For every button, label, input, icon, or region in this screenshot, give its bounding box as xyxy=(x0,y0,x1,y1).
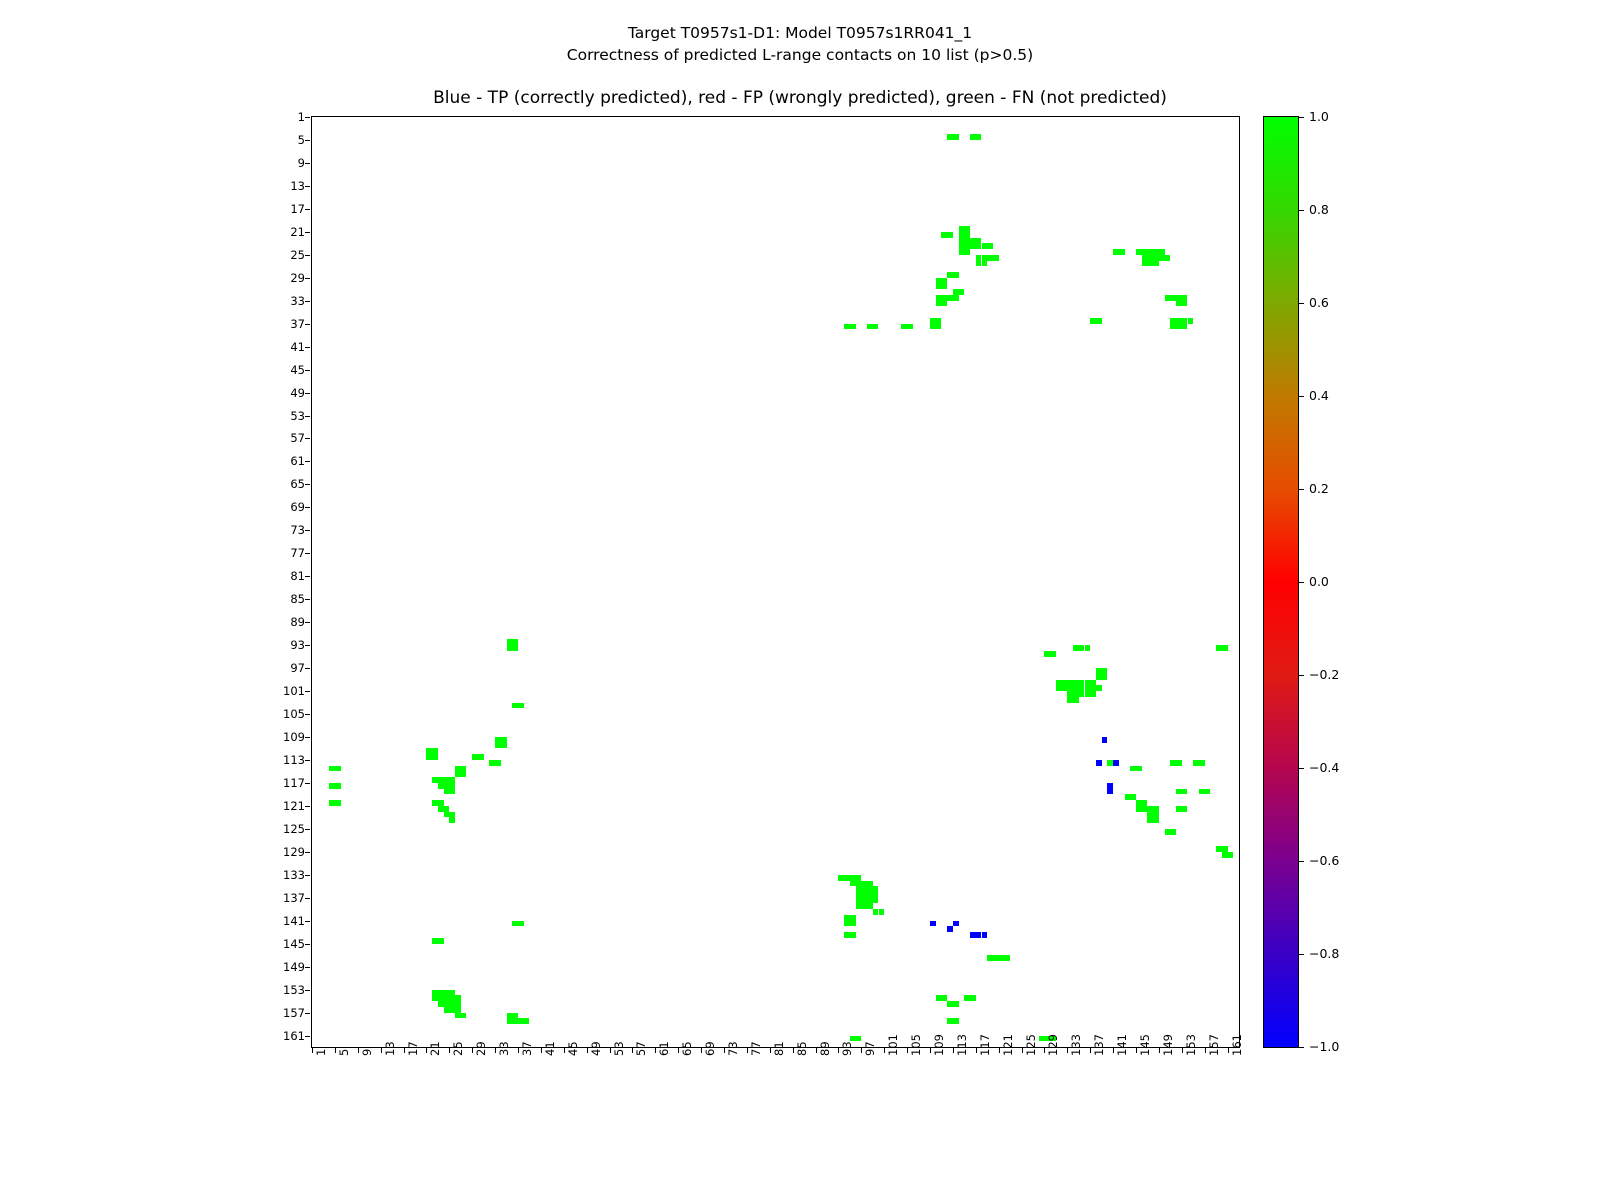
colorbar-tick-mark xyxy=(1299,1047,1304,1048)
y-axis-tick-mark xyxy=(305,714,310,715)
contact-cell xyxy=(1136,766,1142,772)
y-axis-tick-mark xyxy=(305,1036,310,1037)
x-axis-tick-label: 93 xyxy=(840,1041,855,1056)
colorbar-tick-label: −0.2 xyxy=(1309,667,1340,682)
x-axis-tick-mark xyxy=(793,1048,794,1053)
contact-cell xyxy=(982,261,988,267)
x-axis-tick-mark xyxy=(701,1048,702,1053)
x-axis-tick-label: 49 xyxy=(588,1041,603,1056)
x-axis-tick-label: 81 xyxy=(771,1041,786,1056)
contact-cell xyxy=(953,1001,959,1007)
contact-cell xyxy=(501,737,507,743)
contact-cell xyxy=(449,789,455,795)
y-axis-tick-label: 21 xyxy=(290,224,305,239)
x-axis-tick-mark xyxy=(335,1048,336,1053)
x-axis-labels xyxy=(311,1034,1244,1112)
y-axis-tick-mark xyxy=(305,370,310,371)
contact-cell xyxy=(850,932,856,938)
x-axis-tick-mark xyxy=(1113,1048,1114,1053)
y-axis-tick-label: 9 xyxy=(297,155,305,170)
y-axis-tick-mark xyxy=(305,393,310,394)
y-axis-tick-mark xyxy=(305,461,310,462)
y-axis-tick-mark xyxy=(305,852,310,853)
y-axis-tick-label: 1 xyxy=(297,110,305,124)
y-axis-tick-mark xyxy=(305,209,310,210)
x-axis-tick-label: 161 xyxy=(1229,1034,1244,1056)
contact-cell xyxy=(335,783,341,789)
y-axis-tick-mark xyxy=(305,553,310,554)
y-axis-tick-label: 129 xyxy=(283,844,305,859)
x-axis-tick-label: 45 xyxy=(565,1041,580,1056)
contact-cell xyxy=(873,324,879,330)
y-axis-tick-mark xyxy=(305,484,310,485)
y-axis-tick-mark xyxy=(305,507,310,508)
x-axis-tick-label: 37 xyxy=(520,1041,534,1056)
x-axis-tick-label: 141 xyxy=(1115,1034,1130,1056)
contact-cell xyxy=(1096,760,1102,766)
contact-map-plot-area xyxy=(311,116,1240,1048)
y-axis-tick-mark xyxy=(305,944,310,945)
contact-cell xyxy=(856,1036,862,1042)
contact-cell xyxy=(512,645,518,651)
colorbar-tick-mark xyxy=(1299,861,1304,862)
colorbar-tick-label: 1.0 xyxy=(1309,109,1329,124)
y-axis-tick-mark xyxy=(305,737,310,738)
contact-cell xyxy=(1050,651,1056,657)
colorbar-tick-label: −0.4 xyxy=(1309,760,1340,775)
contact-cells-layer xyxy=(312,117,1239,1047)
contact-cell xyxy=(941,283,947,289)
x-axis-tick-mark xyxy=(976,1048,977,1053)
contact-cell xyxy=(850,921,856,927)
contact-cell xyxy=(987,243,993,249)
y-axis-tick-mark xyxy=(305,163,310,164)
y-axis-tick-mark xyxy=(305,829,310,830)
contact-cell xyxy=(959,289,965,295)
x-axis-tick-mark xyxy=(655,1048,656,1053)
y-axis-tick-label: 105 xyxy=(283,707,305,722)
y-axis-tick-label: 141 xyxy=(283,913,305,928)
contact-cell xyxy=(1199,760,1205,766)
y-axis-tick-label: 125 xyxy=(283,821,305,836)
x-axis-tick-label: 53 xyxy=(611,1041,626,1056)
y-axis-tick-mark xyxy=(305,668,310,669)
x-axis-tick-label: 101 xyxy=(886,1034,901,1056)
colorbar-tick-mark xyxy=(1299,954,1304,955)
x-axis-tick-label: 65 xyxy=(680,1041,695,1056)
contact-cell xyxy=(970,995,976,1001)
colorbar-tick-mark xyxy=(1299,396,1304,397)
contact-cell xyxy=(964,249,970,255)
y-axis-tick-label: 57 xyxy=(290,431,305,446)
y-axis-tick-mark xyxy=(305,622,310,623)
contact-cell xyxy=(982,932,988,938)
y-axis-tick-mark xyxy=(305,347,310,348)
y-axis-tick-label: 49 xyxy=(290,385,305,400)
y-axis-tick-label: 101 xyxy=(283,684,305,699)
x-axis-tick-mark xyxy=(449,1048,450,1053)
title-line-1: Target T0957s1-D1: Model T0957s1RR041_1 xyxy=(627,24,973,42)
y-axis-tick-mark xyxy=(305,576,310,577)
y-axis-tick-label: 89 xyxy=(290,615,305,630)
colorbar-tick-mark xyxy=(1299,117,1304,118)
x-axis-tick-label: 5 xyxy=(336,1048,351,1056)
x-axis-tick-label: 129 xyxy=(1046,1034,1061,1056)
x-axis-tick-label: 61 xyxy=(657,1041,672,1056)
x-axis-tick-label: 33 xyxy=(497,1041,512,1056)
y-axis-tick-label: 149 xyxy=(283,959,305,974)
contact-cell xyxy=(930,921,936,927)
y-axis-tick-label: 69 xyxy=(290,500,305,515)
contact-cell xyxy=(1073,697,1079,703)
x-axis-tick-mark xyxy=(1205,1048,1206,1053)
contact-cell xyxy=(976,134,982,140)
colorbar-tick-label: −0.6 xyxy=(1309,853,1340,868)
contact-cell xyxy=(1182,806,1188,812)
y-axis-tick-label: 61 xyxy=(290,454,305,469)
x-axis-tick-label: 157 xyxy=(1206,1034,1221,1056)
y-axis-tick-mark xyxy=(305,324,310,325)
contact-cell xyxy=(1096,318,1102,324)
contact-cell xyxy=(941,301,947,307)
x-axis-tick-mark xyxy=(1228,1048,1229,1053)
x-axis-tick-mark xyxy=(404,1048,405,1053)
x-axis-tick-label: 125 xyxy=(1023,1034,1038,1056)
y-axis-tick-label: 13 xyxy=(290,178,305,193)
y-axis-tick-label: 161 xyxy=(283,1028,305,1043)
contact-cell xyxy=(501,743,507,749)
y-axis-tick-mark xyxy=(305,232,310,233)
contact-cell xyxy=(1107,789,1113,795)
y-axis-tick-label: 137 xyxy=(283,890,305,905)
contact-cell xyxy=(953,134,959,140)
y-axis-tick-mark xyxy=(305,967,310,968)
y-axis-tick-label: 121 xyxy=(283,798,305,813)
contact-cell xyxy=(1085,645,1091,651)
contact-cell xyxy=(953,295,959,301)
y-axis-tick-label: 17 xyxy=(290,201,305,216)
x-axis-tick-mark xyxy=(999,1048,1000,1053)
x-axis-tick-label: 149 xyxy=(1160,1034,1175,1056)
x-axis-tick-mark xyxy=(1090,1048,1091,1053)
x-axis-tick-mark xyxy=(770,1048,771,1053)
y-axis-tick-label: 133 xyxy=(283,867,305,882)
x-axis-tick-mark xyxy=(518,1048,519,1053)
x-axis-tick-label: 77 xyxy=(748,1041,763,1056)
contact-cell xyxy=(432,754,438,760)
x-axis-tick-label: 113 xyxy=(954,1034,969,1056)
x-axis-tick-mark xyxy=(358,1048,359,1053)
y-axis-tick-mark xyxy=(305,278,310,279)
x-axis-tick-mark xyxy=(907,1048,908,1053)
y-axis-tick-label: 33 xyxy=(290,293,305,308)
x-axis-tick-mark xyxy=(541,1048,542,1053)
x-axis-tick-label: 69 xyxy=(703,1041,718,1056)
contact-cell xyxy=(879,909,885,915)
y-axis-tick-label: 113 xyxy=(283,752,305,767)
y-axis-tick-mark xyxy=(305,599,310,600)
x-axis-tick-label: 145 xyxy=(1138,1034,1152,1056)
x-axis-tick-label: 105 xyxy=(909,1034,924,1056)
colorbar-tick-label: 0.6 xyxy=(1309,295,1329,310)
x-axis-tick-mark xyxy=(564,1048,565,1053)
contact-cell xyxy=(1102,674,1108,680)
legend-caption: Blue - TP (correctly predicted), red - FP (wrongly predicted), green - FN (not predicted) xyxy=(433,88,1167,108)
contact-cell xyxy=(1165,255,1171,261)
x-axis-tick-label: 21 xyxy=(428,1041,443,1056)
y-axis-tick-marks xyxy=(305,116,311,1048)
contact-cell xyxy=(1102,737,1108,743)
figure-title xyxy=(0,22,1600,66)
contact-cell xyxy=(1096,685,1102,691)
colorbar-tick-mark xyxy=(1299,768,1304,769)
colorbar-tick-mark xyxy=(1299,489,1304,490)
y-axis-tick-mark xyxy=(305,921,310,922)
contact-cell xyxy=(1119,249,1125,255)
contact-cell xyxy=(518,703,524,709)
contact-cell xyxy=(449,817,455,823)
y-axis-tick-label: 93 xyxy=(290,638,305,653)
contact-cell xyxy=(1182,324,1188,330)
x-axis-tick-mark xyxy=(1159,1048,1160,1053)
y-axis-tick-label: 153 xyxy=(283,982,305,997)
contact-cell xyxy=(1170,829,1176,835)
x-axis-tick-label: 153 xyxy=(1183,1034,1198,1056)
x-axis-tick-label: 109 xyxy=(932,1034,946,1056)
x-axis-tick-label: 9 xyxy=(359,1048,374,1056)
contact-cell xyxy=(495,760,501,766)
x-axis-tick-mark xyxy=(838,1048,839,1053)
y-axis-tick-label: 77 xyxy=(290,546,305,561)
y-axis-tick-label: 41 xyxy=(290,339,305,354)
x-axis-tick-mark xyxy=(884,1048,885,1053)
contact-cell xyxy=(1205,789,1211,795)
x-axis-tick-label: 121 xyxy=(1000,1034,1015,1056)
y-axis-tick-label: 37 xyxy=(290,316,305,331)
contact-cell xyxy=(993,255,999,261)
colorbar-tick-label: −1.0 xyxy=(1309,1039,1340,1054)
y-axis-tick-label: 85 xyxy=(290,592,305,607)
colorbar-tick-mark xyxy=(1299,303,1304,304)
contact-cell xyxy=(1228,852,1234,858)
contact-cell xyxy=(518,921,524,927)
colorbar-tick-label: 0.4 xyxy=(1309,388,1329,403)
contact-cell xyxy=(1182,301,1188,307)
colorbar-tick-mark xyxy=(1299,675,1304,676)
y-axis-tick-mark xyxy=(305,806,310,807)
contact-cell xyxy=(438,938,444,944)
y-axis-tick-mark xyxy=(305,691,310,692)
contact-cell xyxy=(524,1018,530,1024)
x-axis-tick-label: 89 xyxy=(817,1041,832,1056)
y-axis-tick-label: 109 xyxy=(283,730,305,744)
y-axis-tick-mark xyxy=(305,875,310,876)
y-axis-tick-label: 97 xyxy=(290,661,305,676)
contact-cell xyxy=(953,1018,959,1024)
x-axis-tick-mark xyxy=(632,1048,633,1053)
contact-cell xyxy=(1176,760,1182,766)
x-axis-tick-label: 85 xyxy=(794,1041,809,1056)
contact-cell xyxy=(1222,645,1228,651)
contact-cell xyxy=(976,243,982,249)
title-line-2: Correctness of predicted L-range contacts on 10 list (p>0.5) xyxy=(566,46,1034,64)
x-axis-tick-mark xyxy=(724,1048,725,1053)
x-axis-tick-mark xyxy=(495,1048,496,1053)
x-axis-tick-label: 97 xyxy=(863,1041,878,1056)
contact-cell xyxy=(947,926,953,932)
x-axis-tick-label: 41 xyxy=(542,1041,557,1056)
y-axis-tick-mark xyxy=(305,301,310,302)
y-axis-tick-label: 25 xyxy=(290,247,305,262)
x-axis-tick-mark xyxy=(312,1048,313,1053)
contact-cell xyxy=(936,324,942,330)
x-axis-tick-mark xyxy=(1022,1048,1023,1053)
x-axis-tick-mark xyxy=(930,1048,931,1053)
colorbar-tick-labels xyxy=(1299,109,1369,1054)
y-axis-tick-label: 29 xyxy=(290,270,305,285)
y-axis-tick-label: 65 xyxy=(290,477,305,492)
x-axis-tick-label: 13 xyxy=(382,1041,397,1056)
x-axis-tick-mark xyxy=(587,1048,588,1053)
x-axis-tick-label: 73 xyxy=(726,1041,740,1056)
contact-cell xyxy=(461,1013,467,1019)
colorbar-gradient xyxy=(1263,116,1299,1048)
y-axis-tick-mark xyxy=(305,530,310,531)
y-axis-labels xyxy=(241,110,305,1048)
contact-cell xyxy=(335,766,341,772)
x-axis-tick-label: 117 xyxy=(977,1034,992,1056)
x-axis-tick-label: 17 xyxy=(405,1041,420,1056)
y-axis-tick-mark xyxy=(305,645,310,646)
x-axis-tick-mark xyxy=(1067,1048,1068,1053)
contact-cell xyxy=(1090,691,1096,697)
y-axis-tick-label: 145 xyxy=(283,936,305,951)
y-axis-tick-mark xyxy=(305,186,310,187)
y-axis-tick-mark xyxy=(305,760,310,761)
y-axis-tick-label: 45 xyxy=(290,362,305,377)
contact-cell xyxy=(335,800,341,806)
colorbar-tick-label: −0.8 xyxy=(1309,946,1340,961)
y-axis-tick-label: 73 xyxy=(290,523,305,538)
colorbar-tick-mark xyxy=(1299,210,1304,211)
contact-cell xyxy=(850,324,856,330)
contact-cell xyxy=(478,754,484,760)
contact-cell xyxy=(1153,817,1159,823)
x-axis-tick-mark xyxy=(426,1048,427,1053)
x-axis-tick-label: 25 xyxy=(451,1041,466,1056)
x-axis-tick-label: 133 xyxy=(1069,1034,1084,1056)
x-axis-tick-label: 137 xyxy=(1092,1034,1107,1056)
contact-cell xyxy=(1188,318,1194,324)
x-axis-tick-marks xyxy=(311,1048,1240,1054)
x-axis-tick-mark xyxy=(953,1048,954,1053)
contact-cell xyxy=(1004,955,1010,961)
y-axis-tick-label: 53 xyxy=(290,408,305,423)
x-axis-tick-label: 1 xyxy=(314,1048,328,1056)
y-axis-tick-label: 117 xyxy=(283,775,305,790)
y-axis-tick-mark xyxy=(305,438,310,439)
x-axis-tick-mark xyxy=(816,1048,817,1053)
y-axis-tick-mark xyxy=(305,117,310,118)
y-axis-tick-label: 81 xyxy=(290,569,305,584)
contact-cell xyxy=(1113,760,1119,766)
y-axis-tick-label: 5 xyxy=(297,132,305,147)
y-axis-tick-mark xyxy=(305,783,310,784)
x-axis-tick-mark xyxy=(610,1048,611,1053)
x-axis-tick-mark xyxy=(381,1048,382,1053)
x-axis-tick-mark xyxy=(747,1048,748,1053)
y-axis-tick-mark xyxy=(305,898,310,899)
contact-cell xyxy=(947,232,953,238)
colorbar-tick-label: 0.2 xyxy=(1309,481,1329,496)
colorbar-tick-mark xyxy=(1299,582,1304,583)
contact-cell xyxy=(873,898,879,904)
contact-cell xyxy=(461,771,467,777)
contact-cell xyxy=(953,272,959,278)
x-axis-tick-label: 57 xyxy=(634,1041,649,1056)
y-axis-tick-mark xyxy=(305,140,310,141)
x-axis-tick-mark xyxy=(472,1048,473,1053)
x-axis-tick-mark xyxy=(861,1048,862,1053)
contact-cell xyxy=(953,921,959,927)
x-axis-tick-mark xyxy=(1044,1048,1045,1053)
contact-cell xyxy=(1153,261,1159,267)
y-axis-tick-mark xyxy=(305,255,310,256)
contact-cell xyxy=(907,324,913,330)
y-axis-tick-mark xyxy=(305,416,310,417)
y-axis-tick-label: 157 xyxy=(283,1005,305,1020)
x-axis-tick-mark xyxy=(678,1048,679,1053)
x-axis-tick-mark xyxy=(1136,1048,1137,1053)
x-axis-tick-label: 29 xyxy=(474,1041,489,1056)
colorbar-tick-label: 0.0 xyxy=(1309,574,1329,589)
colorbar-tick-label: 0.8 xyxy=(1309,202,1329,217)
y-axis-tick-mark xyxy=(305,990,310,991)
x-axis-tick-mark xyxy=(1182,1048,1183,1053)
contact-cell xyxy=(1182,789,1188,795)
y-axis-tick-mark xyxy=(305,1013,310,1014)
